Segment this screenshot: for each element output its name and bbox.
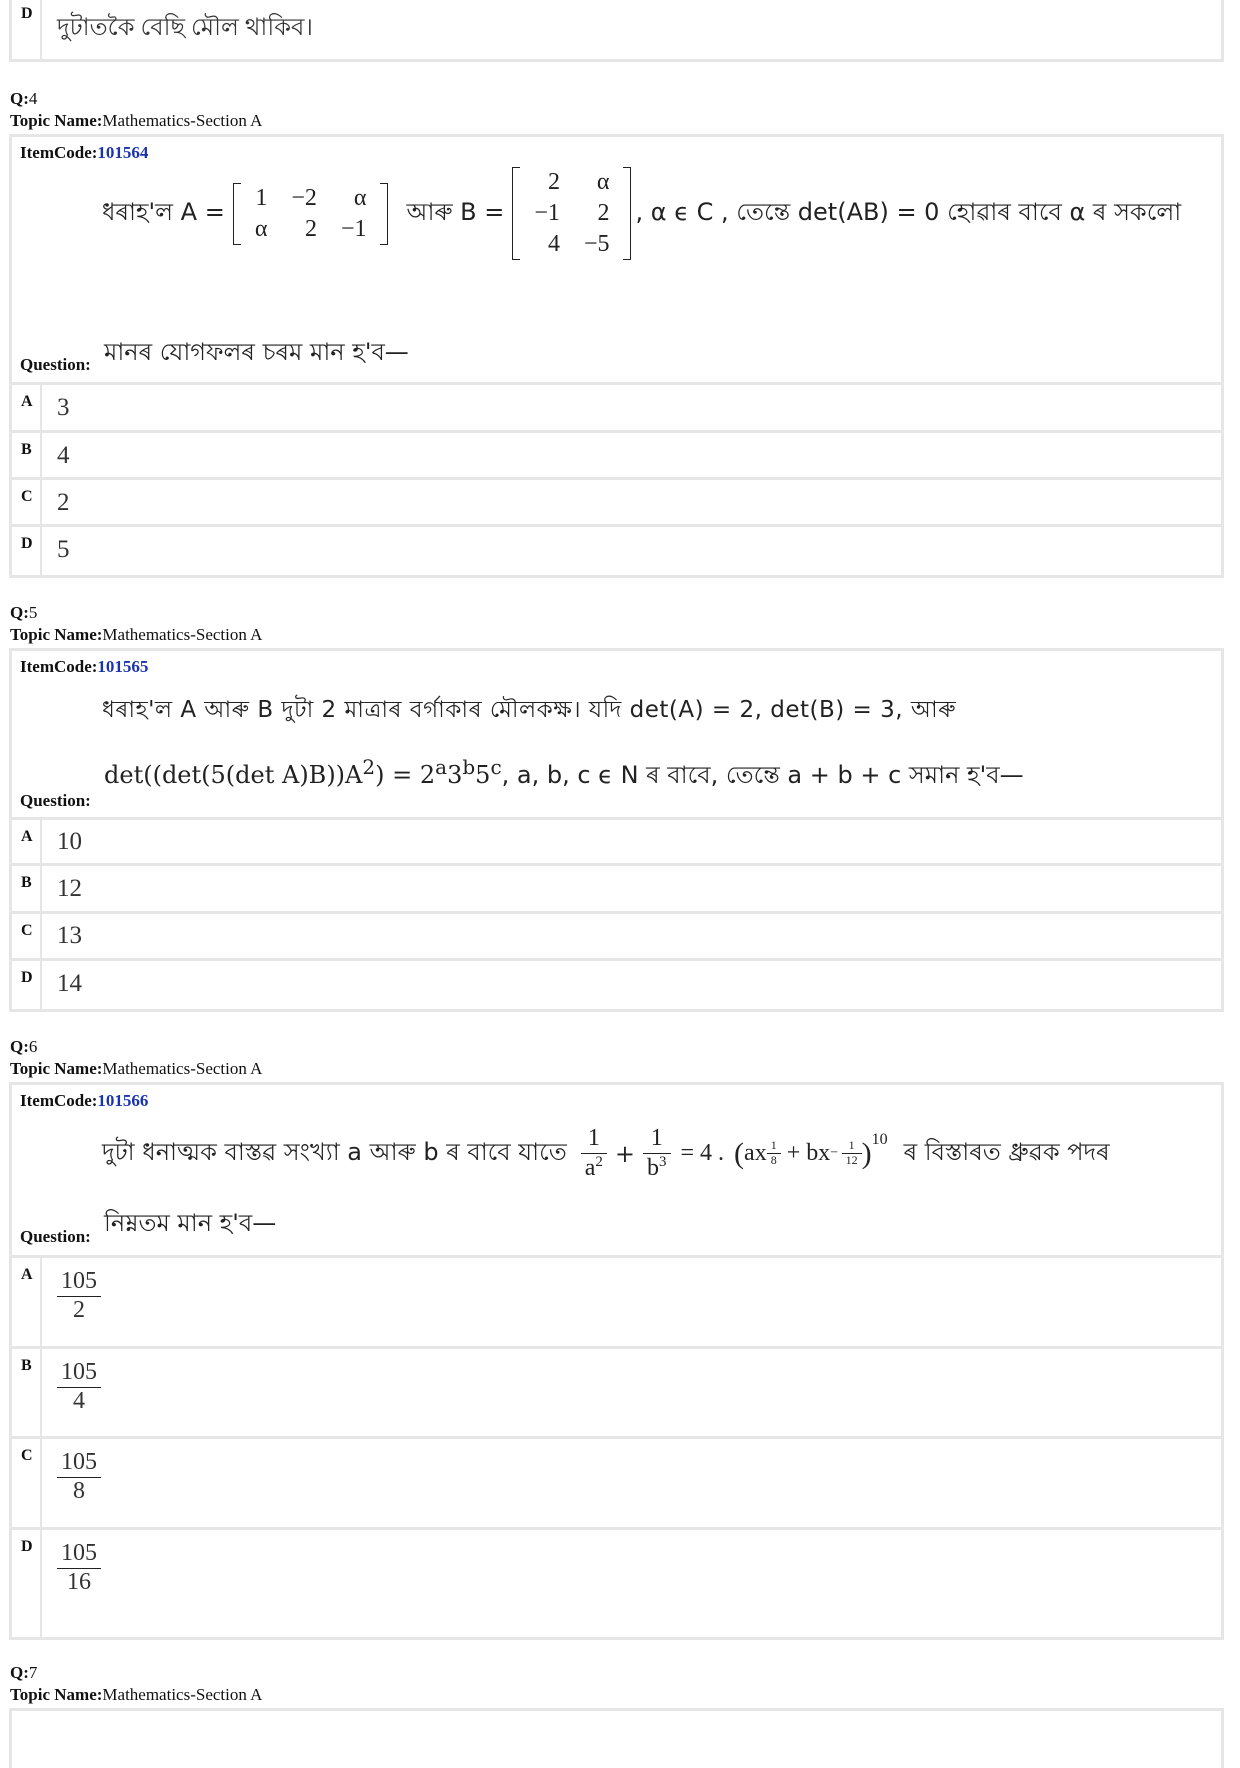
option-value: 10 — [57, 828, 82, 855]
question-stem-line-1: ধৰাহ'ল A আৰু B দুটা 2 মাত্ৰাৰ বৰ্গাকাৰ মৌলকক্ষ। যদি det(A) = 2, det(B) = 3, আৰু — [102, 697, 957, 723]
matrix-a-cell: −2 — [291, 184, 317, 211]
item-code — [20, 657, 148, 677]
option-fraction: $\frac{105}{4}$ — [57, 1359, 101, 1415]
stem-equals: = 4 . — [680, 1140, 725, 1167]
question-header — [10, 1036, 262, 1080]
option-row[interactable] — [12, 863, 1221, 911]
matrix-a-cell: −1 — [340, 215, 367, 242]
question-stem-line-2: নিম্নতম মান হ'ব— — [104, 1209, 277, 1237]
stem-intro: দুটা ধনাত্মক বাস্তৱ সংখ্যা a আৰু b ৰ বাবে যাতে — [102, 1137, 567, 1166]
topic-label: Topic Name: — [10, 625, 103, 644]
matrix-b-cell: 2 — [597, 200, 610, 226]
question-label: Question: — [20, 1227, 91, 1246]
fraction-1-over-b3: $\frac{1}{b^3}$ — [643, 1125, 671, 1182]
matrix-a-cell: α — [353, 184, 367, 211]
matrix-b-cell: −5 — [583, 231, 610, 257]
question-stem-line-2: det((det(5(det $A)B))A^2) = 2^a3^b5^c$, a, b, c ϵ N ৰ বাবে, তেন্তে a + b + c সমান হ'ব— — [104, 755, 1024, 789]
option-fraction: $\frac{105}{2}$ — [57, 1268, 101, 1324]
question-header — [10, 602, 262, 646]
option-row[interactable] — [12, 477, 1221, 524]
stem-tail: , α ϵ C , তেন্তে det(AB) = 0 হোৱাৰ বাবে α ৰ সকলো — [635, 197, 1182, 226]
question-box — [9, 1082, 1224, 1640]
topic-label: Topic Name: — [10, 1059, 103, 1078]
matrix-b-cell: 4 — [547, 231, 560, 257]
stem-and: আৰু B = — [406, 197, 505, 226]
option-value: 5 — [57, 536, 70, 563]
q-label: Q: — [10, 1663, 29, 1682]
topic-name: Mathematics-Section A — [102, 625, 263, 644]
q-number: 7 — [28, 1663, 38, 1682]
item-code-label: ItemCode: — [20, 1091, 98, 1110]
matrix-b-cell: 2 — [547, 169, 560, 195]
option-row[interactable] — [12, 817, 1221, 863]
topic-name: Mathematics-Section A — [102, 111, 263, 130]
option-letter: A — [12, 385, 42, 430]
item-code-label: ItemCode: — [20, 657, 98, 676]
matrix-a-cell: α — [254, 215, 268, 242]
option-letter: C — [12, 480, 42, 524]
q-label: Q: — [10, 1037, 29, 1056]
q-number: 6 — [28, 1037, 38, 1056]
topic-label: Topic Name: — [10, 1685, 103, 1704]
matrix-b-cell: α — [596, 169, 610, 195]
option-row[interactable] — [12, 1346, 1221, 1436]
stem-tail: ৰ বিস্তাৰত ধ্ৰুৱক পদৰ — [903, 1137, 1110, 1166]
question-stem-line-1 — [102, 167, 1181, 260]
question-header — [10, 1662, 262, 1706]
option-row[interactable] — [12, 430, 1221, 477]
option-text: দুটাতকৈ বেছি মৌল থাকিব। — [57, 15, 313, 41]
topic-name: Mathematics-Section A — [102, 1059, 263, 1078]
matrix-a-cell: 2 — [304, 215, 317, 242]
matrix-a-cell: 1 — [255, 184, 268, 211]
option-row[interactable] — [12, 1527, 1221, 1637]
option-letter: B — [12, 433, 42, 477]
option-row[interactable] — [12, 1436, 1221, 1527]
option-row[interactable] — [12, 0, 1221, 59]
option-value: 13 — [57, 922, 82, 949]
stem-det-expression: det((det(5(det A)B))A — [104, 761, 363, 789]
option-letter: B — [12, 1349, 42, 1436]
binomial-expression: ( ax $\frac{1}{8}$ + bx − $\frac{1}{12}$ ) $^{10}$ — [734, 1130, 888, 1170]
option-row[interactable] — [12, 911, 1221, 958]
option-row[interactable] — [12, 524, 1221, 575]
option-letter: D — [12, 1530, 42, 1637]
item-code-value: 101566 — [97, 1091, 149, 1110]
stem-a: ধৰাহ'ল A = — [102, 197, 225, 226]
matrix-b — [512, 167, 631, 260]
topic-name: Mathematics-Section A — [102, 1685, 263, 1704]
topic-label: Topic Name: — [10, 111, 103, 130]
q-label: Q: — [10, 89, 29, 108]
option-value: 14 — [57, 970, 82, 997]
item-code — [20, 1091, 148, 1111]
q-number: 4 — [28, 89, 38, 108]
question-stem-line-2: মানৰ যোগফলৰ চৰম মান হ'ব— — [104, 338, 409, 366]
question-box — [9, 648, 1224, 1012]
option-value: 3 — [57, 394, 70, 421]
item-code-value: 101564 — [97, 143, 149, 162]
option-row[interactable] — [12, 958, 1221, 1009]
q-number: 5 — [28, 603, 38, 622]
question-stem-line-1: দুটা ধনাত্মক বাস্তৱ সংখ্যা a আৰু b ৰ বাবে যাতে $\frac{1}{a^2}$ + $\frac{1}{b^3}$ = 4 . ( ax $\frac{1}{8}$ + bx − $\frac{1}{12}$ ) $^{10}$ ৰ বিস্তাৰত ধ্ৰুৱক পদৰ — [102, 1125, 1110, 1181]
option-row[interactable] — [12, 382, 1221, 430]
previous-question-option-box — [9, 0, 1224, 62]
option-letter: D — [12, 527, 42, 575]
question-label: Question: — [20, 791, 91, 810]
q-label: Q: — [10, 603, 29, 622]
item-code — [20, 143, 148, 163]
matrix-b-cell: −1 — [534, 200, 560, 226]
fraction-1-over-a2: $\frac{1}{a^2}$ — [581, 1125, 607, 1182]
question-box — [9, 134, 1224, 578]
option-value: 2 — [57, 489, 70, 516]
option-row[interactable] — [12, 1255, 1221, 1346]
option-letter: C — [12, 914, 42, 958]
option-fraction: $\frac{105}{8}$ — [57, 1449, 101, 1505]
item-code-value: 101565 — [97, 657, 149, 676]
option-letter: A — [12, 820, 42, 863]
question-header — [10, 88, 262, 132]
option-value: 12 — [57, 875, 82, 902]
item-code-label: ItemCode: — [20, 143, 98, 162]
option-letter: D — [12, 0, 42, 59]
stem-equals: = 2 — [384, 761, 436, 789]
matrix-a — [233, 183, 389, 245]
option-letter: B — [12, 866, 42, 911]
stem-tail: , a, b, c ϵ N ৰ বাবে, তেন্তে a + b + c সমান হ'ব— — [501, 761, 1024, 789]
option-letter: C — [12, 1439, 42, 1527]
option-value: 4 — [57, 442, 70, 469]
question-box — [9, 1708, 1224, 1768]
question-label: Question: — [20, 355, 91, 374]
option-letter: D — [12, 961, 42, 1009]
option-fraction: $\frac{105}{16}$ — [57, 1540, 101, 1596]
option-letter: A — [12, 1258, 42, 1346]
